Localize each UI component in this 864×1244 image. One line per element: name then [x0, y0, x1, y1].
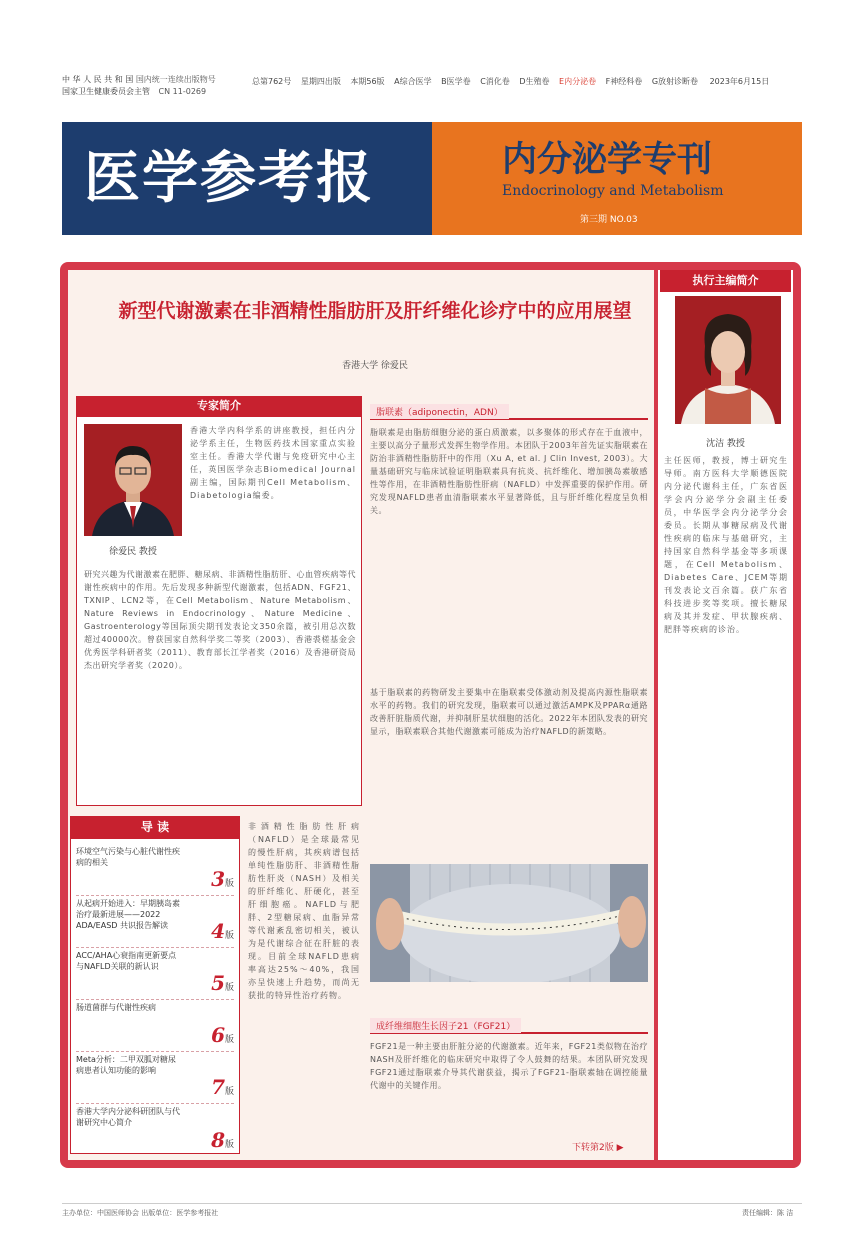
page-suffix: 版: [224, 1140, 234, 1150]
section-2[interactable]: B医学卷: [441, 77, 471, 86]
page-suffix: 版: [224, 1035, 234, 1045]
page-suffix: 版: [224, 1087, 234, 1097]
guide-item-title: Meta分析：二甲双胍对糖尿病患者认知功能的影响: [76, 1055, 176, 1075]
paper-title: 医学参考报: [84, 145, 374, 211]
guide-heading: 导 读: [70, 816, 240, 838]
section-7[interactable]: G放射诊断卷: [651, 77, 699, 86]
registration-label: 国内统一连续出版物号: [135, 75, 216, 84]
adiponectin-para-2: 基于脂联素的药物研发主要集中在脂联素受体激动剂及提高内源性脂联素水平的药物。我们的研究发现，脂联素可以通过激活AMPK及PPARα通路改善肝脏脂质代谢，并抑制肝星状细胞的活化。2022年本团队发表的研究显示，脂联素联合其他代谢激素可能成为治疗NAFLD的新策略。: [370, 688, 648, 736]
adiponectin-heading: 脂联素（adiponectin，ADN）: [370, 404, 509, 419]
guide-item-page: [211, 1128, 234, 1152]
page-suffix: 版: [224, 931, 234, 941]
page-number: 7: [211, 1075, 225, 1099]
section-3[interactable]: C消化卷: [480, 77, 510, 86]
expert-bio-1: 香港大学内科学系的讲座教授，担任内分泌学系主任，生物医药技术国家重点实验室主任。香港大学代谢与免疫研究中心主任，英国医学杂志Biomedical Journal副主编，国际期刊Cell Metabolism、Diabetologia编委。: [190, 426, 356, 500]
editor-heading: 执行主编简介: [660, 270, 791, 292]
guide-item-page: [211, 971, 234, 995]
abdomen-measure-photo: [370, 864, 648, 982]
footer-publisher: 主办单位：中国医师协会 出版单位：医学参考报社: [62, 1209, 219, 1217]
fgf21-para: FGF21是一种主要由肝脏分泌的代谢激素。近年来，FGF21类似物在治疗NASH及肝纤维化的临床研究中取得了令人鼓舞的结果。本团队研究发现FGF21通过脂联素介导其代谢获益，揭示了FGF21-脂联素轴在调控能量代谢中的关键作用。: [370, 1042, 648, 1090]
expert-bio-2: 研究兴趣为代谢激素在肥胖、糖尿病、非酒精性脂肪肝、心血管疾病等代谢性疾病中的作用。先后发现多种新型代谢激素，包括ADN、FGF21、TXNIP、LCN2等，在Cell Metabolism、Nature Metabolism、Nature Reviews in Endocrinology、Nature Medicine、Gastroenterology等国际顶尖期刊发表论文350余篇，被引用总次数超过40000次。曾获国家自然科学奖二等奖（2003）、香港裘槎基金会优秀医学科研者奖（2011）、教育部长江学者奖（2016）及香港研资局杰出研究学者奖（2020）。: [84, 570, 356, 670]
guide-item-page: [211, 867, 234, 891]
guide-item[interactable]: [76, 844, 234, 896]
special-subtitle: Endocrinology and Metabolism: [502, 183, 724, 199]
footer-editor: 责任编辑：陈 洁: [742, 1209, 794, 1217]
section-0[interactable]: 本期56版: [350, 77, 385, 86]
article-byline: 香港大学 徐爱民: [342, 361, 408, 371]
article-title: 新型代谢激素在非酒精性脂肪肝及肝纤维化诊疗中的应用展望: [118, 300, 632, 322]
editor-caption: 沈洁 教授: [706, 439, 745, 449]
guide-item[interactable]: [76, 1052, 234, 1104]
guide-item[interactable]: [76, 1000, 234, 1052]
guide-item[interactable]: [76, 1104, 234, 1156]
page-suffix: 版: [224, 983, 234, 993]
guide-item-title: 从起病开始进入：早期胰岛素治疗最新进展——2022 ADA/EASD 共识报告解读: [76, 899, 180, 930]
publisher-label: 中 华 人 民 共 和 国: [62, 75, 134, 84]
adiponectin-para-1: 脂联素是由脂肪细胞分泌的蛋白质激素，以多聚体的形式存在于血液中，主要以高分子量形式发挥生物学作用。本团队于2003年首先证实脂联素在防治非酒精性脂肪肝中的作用（Xu A, et al. J Clin Invest, 2003）。大量基础研究与临床试验证明脂联素具有抗炎、抗纤维化、增加胰岛素敏感性等作用，在非酒精性脂肪性肝病（NAFLD）中发挥重要的保护作用。研究发现NAFLD患者血清脂联素水平显著降低，且与肝纤维化程度呈负相关。: [370, 428, 648, 515]
guide-item-title: 肠道菌群与代谢性疾病: [76, 1003, 156, 1012]
guide-item-title: ACC/AHA心衰指南更新要点与NAFLD关联的新认识: [76, 951, 177, 971]
page-number: 8: [211, 1128, 225, 1152]
page-number: 3: [211, 867, 225, 891]
publish-date: 2023年6月15日: [709, 77, 770, 86]
guide-list: [76, 844, 234, 1156]
editor-portrait: [675, 296, 781, 424]
guide-item-title: 香港大学内分泌科研团队与代谢研究中心简介: [76, 1107, 180, 1127]
continue-link[interactable]: 下转第2版 ▶: [572, 1143, 624, 1153]
page-suffix: 版: [224, 879, 234, 889]
masthead-info: [62, 74, 262, 98]
guide-item[interactable]: [76, 948, 234, 1000]
issue-total: 总第762号: [252, 77, 292, 86]
fgf21-heading: 成纤维细胞生长因子21（FGF21）: [370, 1018, 521, 1033]
intro-column: 非酒精性脂肪性肝病（NAFLD）是全球最常见的慢性肝病，其疾病谱包括单纯性脂肪肝、非酒精性脂肪性肝炎（NASH）及相关的肝纤维化、肝硬化，甚至肝细胞癌。NAFLD与肥胖、2型糖尿病、血脂异常等代谢紊乱密切相关，被认为是代谢综合征在肝脏的表现。目前全球NAFLD患病率高达25%～40%，我国亦呈快速上升趋势，而尚无获批的特异性治疗药物。: [248, 822, 360, 1000]
section-6[interactable]: F神经科卷: [605, 77, 643, 86]
publish-day: 星期四出版: [300, 77, 341, 86]
guide-item-title: 环境空气污染与心脏代谢性疾病的相关: [76, 847, 180, 867]
page-number: 4: [211, 919, 225, 943]
expert-portrait: [84, 424, 182, 536]
sponsor-label: 国家卫生健康委员会主管: [62, 87, 150, 96]
section-5-active[interactable]: E内分泌卷: [559, 77, 597, 86]
expert-caption: 徐爱民 教授: [109, 547, 157, 557]
guide-item-page: [211, 919, 234, 943]
special-title: 内分泌学专刊: [502, 139, 713, 180]
guide-item-page: [211, 1023, 234, 1047]
page-number: 6: [211, 1023, 225, 1047]
expert-heading: 专家简介: [76, 396, 362, 416]
section-4[interactable]: D生殖卷: [519, 77, 550, 86]
section-1[interactable]: A综合医学: [394, 77, 432, 86]
edition-bar: [252, 76, 812, 87]
editor-bio: 主任医师，教授，博士研究生导师。南方医科大学顺德医院内分泌代谢科主任，广东省医学会内分泌学分会副主任委员，中华医学会内分泌学分会委员。长期从事糖尿病及代谢性疾病的临床与基础研究，主持国家自然科学基金等多项课题，在Cell Metabolism、Diabetes Care、JCEM等期刊发表论文百余篇。获广东省科技进步奖等奖项。擅长糖尿病及其并发症、甲状腺疾病、肥胖等疾病的诊治。: [664, 456, 788, 634]
footer-divider: [62, 1203, 802, 1204]
guide-item-page: [211, 1075, 234, 1099]
page-number: 5: [211, 971, 225, 995]
issue-number: 第三期 NO.03: [580, 215, 638, 225]
cn-number: CN 11-0269: [158, 87, 207, 96]
guide-item[interactable]: [76, 896, 234, 948]
